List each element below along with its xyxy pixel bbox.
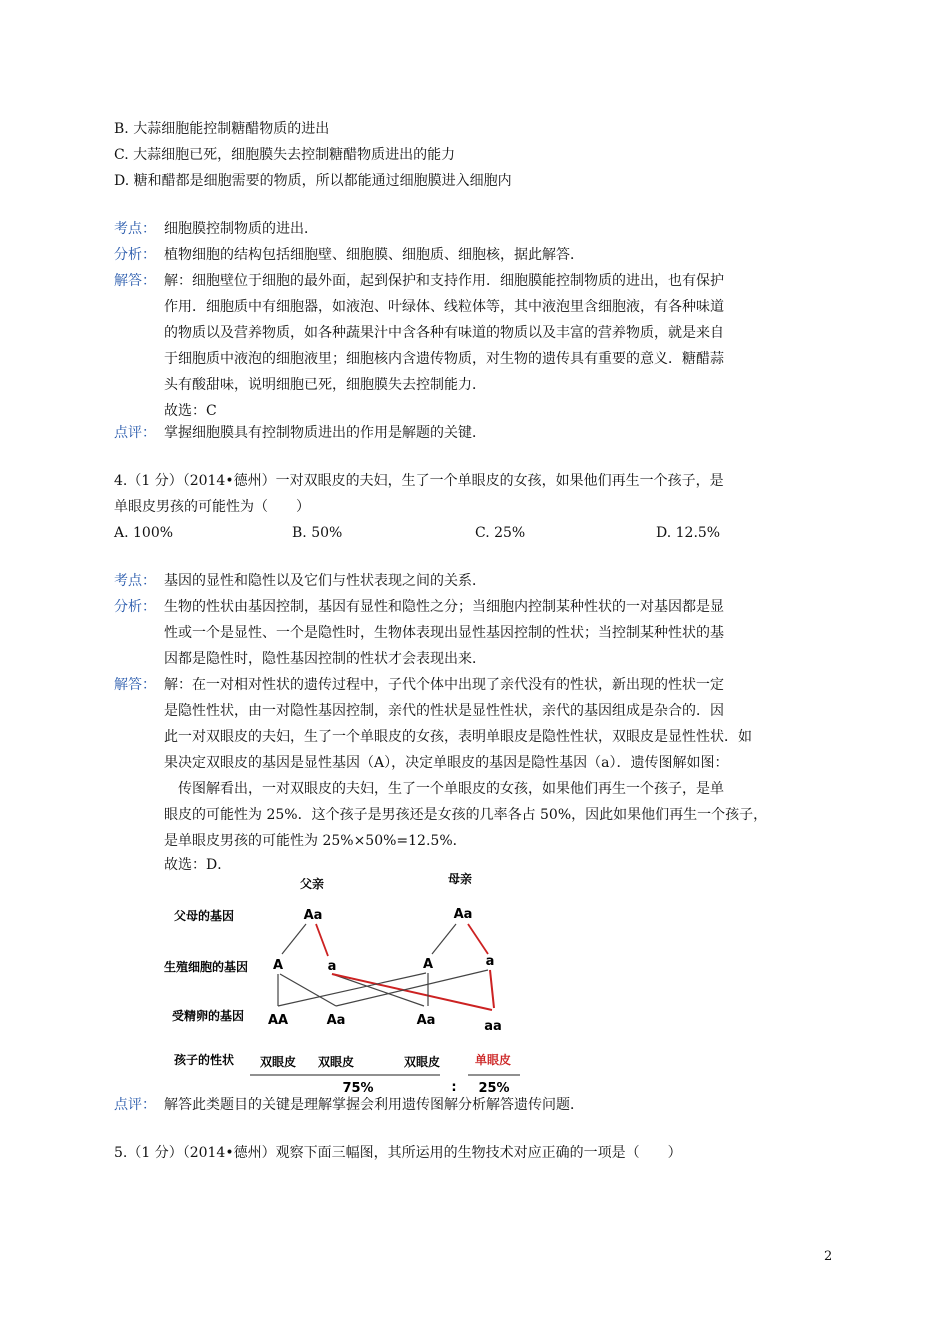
gamete-mother-a: a xyxy=(485,954,495,969)
q3-jieda-line: 头有酸甜味，说明细胞已死，细胞膜失去控制能力． xyxy=(164,377,486,393)
q3-fenxi-text: 植物细胞的结构包括细胞壁、细胞膜、细胞质、细胞核，据此解答． xyxy=(164,247,584,263)
q3-dianping-label: 点评： xyxy=(114,425,156,441)
q3-fenxi-label: 分析： xyxy=(114,247,156,263)
gamete-father-a: a xyxy=(327,959,337,974)
q4-fenxi-line: 性或一个是显性、一个是隐性时，生物体表现出显性基因控制的性状；当控制某种性状的基 xyxy=(164,625,724,641)
q4-jieda-line: 是隐性性状，由一对隐性基因控制，亲代的性状是显性性状，亲代的基因组成是杂合的．因 xyxy=(164,703,724,719)
q4-option-a: A. 100% xyxy=(114,525,174,541)
arrow-line xyxy=(316,924,328,956)
arrow-line xyxy=(468,924,488,954)
mother-label: 母亲 xyxy=(447,872,473,886)
q3-kaodian-label: 考点： xyxy=(114,221,156,237)
trait-single: 单眼皮 xyxy=(474,1053,512,1067)
q4-fenxi-line: 因都是隐性时，隐性基因控制的性状才会表现出来． xyxy=(164,651,486,667)
cross-line xyxy=(280,974,336,1006)
q4-stem-line2: 单眼皮男孩的可能性为（ ） xyxy=(114,499,310,515)
q4-kaodian-label: 考点： xyxy=(114,573,156,589)
q4-jieda-line: 眼皮的可能性为 25%．这个孩子是男孩还是女孩的几率各占 50%，因此如果他们再生一个孩子， xyxy=(164,807,768,823)
q5-stem: 5.（1 分）（2014•德州）观察下面三幅图，其所运用的生物技术对应正确的一项是（ ） xyxy=(114,1145,682,1161)
zygote-AA: AA xyxy=(267,1013,289,1028)
q4-option-c: C. 25% xyxy=(475,525,526,541)
q4-option-b: B. 50% xyxy=(292,525,343,541)
q4-jieda-line: 传图解看出，一对双眼皮的夫妇，生了一个单眼皮的女孩，如果他们再生一个孩子，是单 xyxy=(164,781,724,797)
father-label: 父亲 xyxy=(299,877,325,891)
q3-option-b: B. 大蒜细胞能控制糖醋物质的进出 xyxy=(114,121,330,137)
q3-jieda-line: 作用．细胞质中有细胞器，如液泡、叶绿体、线粒体等，其中液泡里含细胞液，有各种味道 xyxy=(164,299,724,315)
q3-option-d: D. 糖和醋都是细胞需要的物质，所以都能通过细胞膜进入细胞内 xyxy=(114,173,512,189)
q3-option-c: C. 大蒜细胞已死，细胞膜失去控制糖醋物质进出的能力 xyxy=(114,147,456,163)
zygote-Aa-2: Aa xyxy=(416,1013,436,1028)
q4-fenxi-label: 分析： xyxy=(114,599,156,615)
ratio-recessive: 25% xyxy=(478,1081,510,1094)
genetic-diagram xyxy=(150,872,530,1094)
row-label-gamete: 生殖细胞的基因 xyxy=(164,960,249,974)
q3-jieda-line: 于细胞质中液泡的细胞液里；细胞核内含遗传物质，对生物的遗传具有重要的意义．糖醋蒜 xyxy=(164,351,724,367)
q4-dianping-label: 点评： xyxy=(114,1097,156,1113)
gamete-mother-A: A xyxy=(422,957,434,972)
row-label-parent: 父母的基因 xyxy=(174,909,235,923)
q3-kaodian-text: 细胞膜控制物质的进出． xyxy=(164,221,318,237)
cross-line xyxy=(332,974,424,1006)
q3-jieda-line: 解：细胞壁位于细胞的最外面，起到保护和支持作用．细胞膜能控制物质的进出，也有保护 xyxy=(164,273,724,289)
father-genotype: Aa xyxy=(303,908,323,923)
q3-jieda-label: 解答： xyxy=(114,273,156,289)
row-label-trait: 孩子的性状 xyxy=(174,1053,235,1067)
trait-double-2: 双眼皮 xyxy=(317,1055,355,1069)
q3-answer: 故选：C xyxy=(164,403,217,419)
q4-jieda-label: 解答： xyxy=(114,677,156,693)
zygote-Aa-1: Aa xyxy=(326,1013,346,1028)
cross-line-red xyxy=(490,970,494,1008)
q4-dianping-text: 解答此类题目的关键是理解掌握会利用遗传图解分析解答遗传问题． xyxy=(164,1097,584,1113)
gamete-father-A: A xyxy=(272,958,284,973)
ratio-dominant: 75% xyxy=(342,1081,374,1094)
arrow-line xyxy=(432,924,456,954)
q4-jieda-line: 是单眼皮男孩的可能性为 25%×50%=12.5%． xyxy=(164,833,467,849)
q3-dianping-text: 掌握细胞膜具有控制物质进出的作用是解题的关键． xyxy=(164,425,486,441)
trait-double-1: 双眼皮 xyxy=(259,1055,297,1069)
row-label-zygote: 受精卵的基因 xyxy=(172,1009,245,1023)
q4-jieda-line: 果决定双眼皮的基因是显性基因（A），决定单眼皮的基因是隐性基因（a）．遗传图解如图： xyxy=(164,755,729,771)
q3-jieda-line: 的物质以及营养物质，如各种蔬果汁中含各种有味道的物质以及丰富的营养物质，就是来自 xyxy=(164,325,724,341)
q4-fenxi-line: 生物的性状由基因控制，基因有显性和隐性之分；当细胞内控制某种性状的一对基因都是显 xyxy=(164,599,724,615)
cross-line-red xyxy=(332,974,492,1010)
q4-answer: 故选：D． xyxy=(164,857,232,873)
q4-stem-line1: 4.（1 分）（2014•德州）一对双眼皮的夫妇，生了一个单眼皮的女孩，如果他们再生一个孩子，是 xyxy=(114,473,724,489)
mother-genotype: Aa xyxy=(453,907,473,922)
q4-jieda-line: 解：在一对相对性状的遗传过程中，子代个体中出现了亲代没有的性状，新出现的性状一定 xyxy=(164,677,724,693)
q4-kaodian-text: 基因的显性和隐性以及它们与性状表现之间的关系． xyxy=(164,573,486,589)
zygote-aa: aa xyxy=(484,1019,502,1034)
arrow-line xyxy=(282,924,306,954)
ratio-separator: : xyxy=(451,1080,457,1094)
q4-jieda-line: 此一对双眼皮的夫妇，生了一个单眼皮的女孩，表明单眼皮是隐性性状，双眼皮是显性性状．如 xyxy=(164,729,752,745)
page-number: 2 xyxy=(824,1249,833,1264)
trait-double-3: 双眼皮 xyxy=(403,1055,441,1069)
q4-option-d: D. 12.5% xyxy=(656,525,721,541)
